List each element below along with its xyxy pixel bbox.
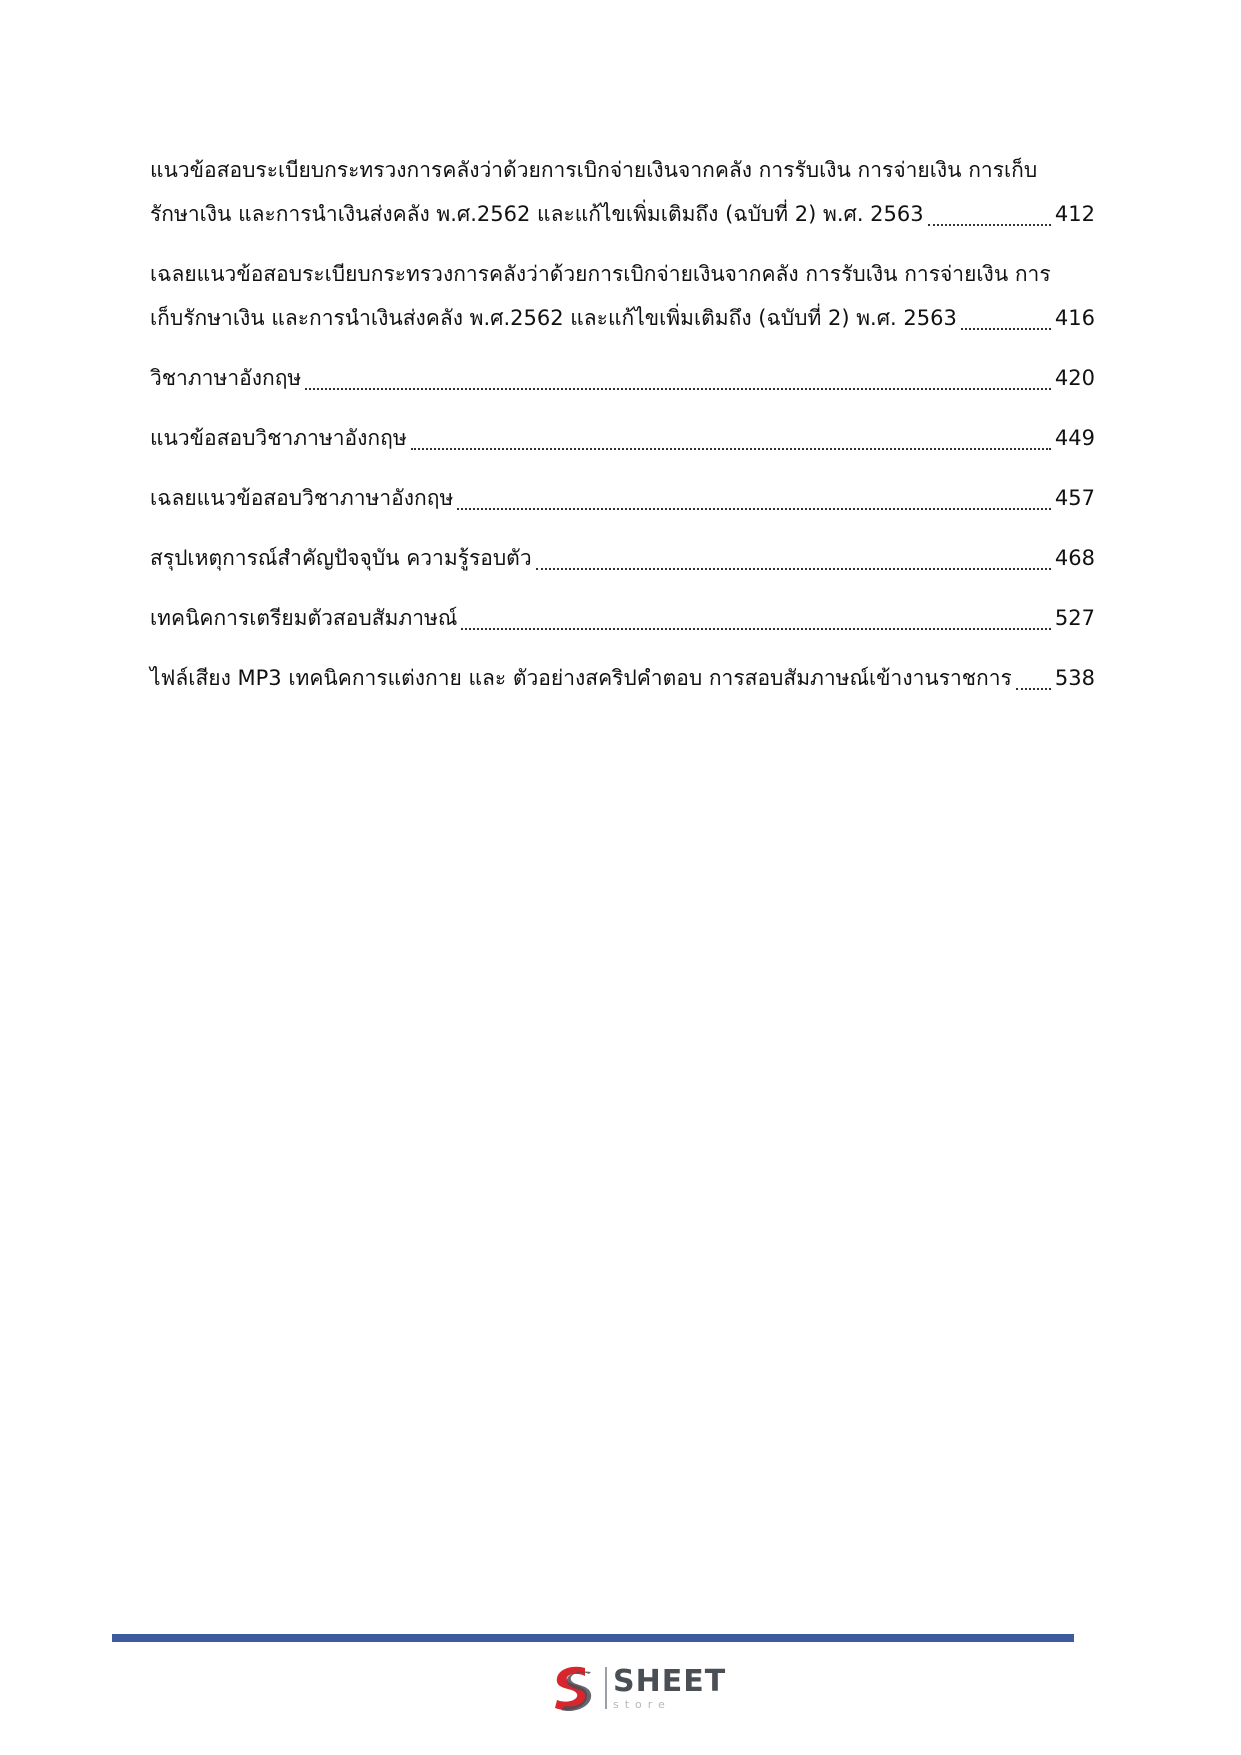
dot-leader: [928, 223, 1051, 226]
toc-entry-title: ไฟล์เสียง MP3 เทคนิคการแต่งกาย และ ตัวอย่างสคริปคำตอบ การสอบสัมภาษณ์เข้างานราชการ: [150, 666, 1012, 690]
toc-entry[interactable]: [150, 148, 1095, 236]
toc-page-number: 468: [1054, 546, 1095, 570]
toc-entry-title: เทคนิคการเตรียมตัวสอบสัมภาษณ์: [150, 606, 458, 630]
toc-entry[interactable]: [150, 596, 1095, 640]
toc-page-number: 527: [1054, 606, 1095, 630]
toc-page-number: 412: [1054, 202, 1095, 226]
logo-divider: [605, 1667, 607, 1709]
sheet-store-logo-icon: [545, 1660, 601, 1716]
table-of-contents: [150, 148, 1095, 716]
toc-entry-title: เฉลยแนวข้อสอบวิชาภาษาอังกฤษ: [150, 486, 454, 510]
toc-entry-title-line: เฉลยแนวข้อสอบระเบียบกระทรวงการคลังว่าด้วยการเบิกจ่ายเงินจากคลัง การรับเงิน การจ่ายเงิน การ: [150, 262, 1051, 286]
dot-leader: [536, 567, 1051, 570]
toc-entry-title: สรุปเหตุการณ์สำคัญปัจจุบัน ความรู้รอบตัว: [150, 546, 532, 570]
toc-page-number: 457: [1054, 486, 1095, 510]
toc-entry-title: แนวข้อสอบวิชาภาษาอังกฤษ: [150, 426, 407, 450]
toc-page-number: 420: [1054, 366, 1095, 390]
dot-leader: [461, 627, 1051, 630]
logo-wordmark: SHEET: [613, 1663, 727, 1699]
dot-leader: [305, 387, 1051, 390]
footer-rule: [112, 1634, 1074, 1642]
toc-entry[interactable]: [150, 536, 1095, 580]
toc-entry-title: เก็บรักษาเงิน และการนำเงินส่งคลัง พ.ศ.2562 และแก้ไขเพิ่มเติมถึง (ฉบับที่ 2) พ.ศ. 2563: [150, 306, 957, 330]
toc-entry[interactable]: [150, 416, 1095, 460]
dot-leader: [961, 327, 1051, 330]
toc-entry[interactable]: [150, 476, 1095, 520]
logo-subtext: store: [613, 1697, 671, 1711]
toc-page-number: 449: [1054, 426, 1095, 450]
toc-entry[interactable]: [150, 356, 1095, 400]
dot-leader: [411, 447, 1051, 450]
toc-page-number: 416: [1054, 306, 1095, 330]
toc-entry[interactable]: [150, 252, 1095, 340]
sheet-store-logo: [545, 1660, 726, 1716]
dot-leader: [457, 507, 1051, 510]
toc-entry-title-line: แนวข้อสอบระเบียบกระทรวงการคลังว่าด้วยการเบิกจ่ายเงินจากคลัง การรับเงิน การจ่ายเงิน การเก็บ: [150, 158, 1038, 182]
toc-entry-title: วิชาภาษาอังกฤษ: [150, 366, 302, 390]
toc-page-number: 538: [1054, 666, 1095, 690]
dot-leader: [1016, 687, 1051, 690]
toc-entry-title: รักษาเงิน และการนำเงินส่งคลัง พ.ศ.2562 และแก้ไขเพิ่มเติมถึง (ฉบับที่ 2) พ.ศ. 2563: [150, 202, 924, 226]
toc-entry[interactable]: [150, 656, 1095, 700]
